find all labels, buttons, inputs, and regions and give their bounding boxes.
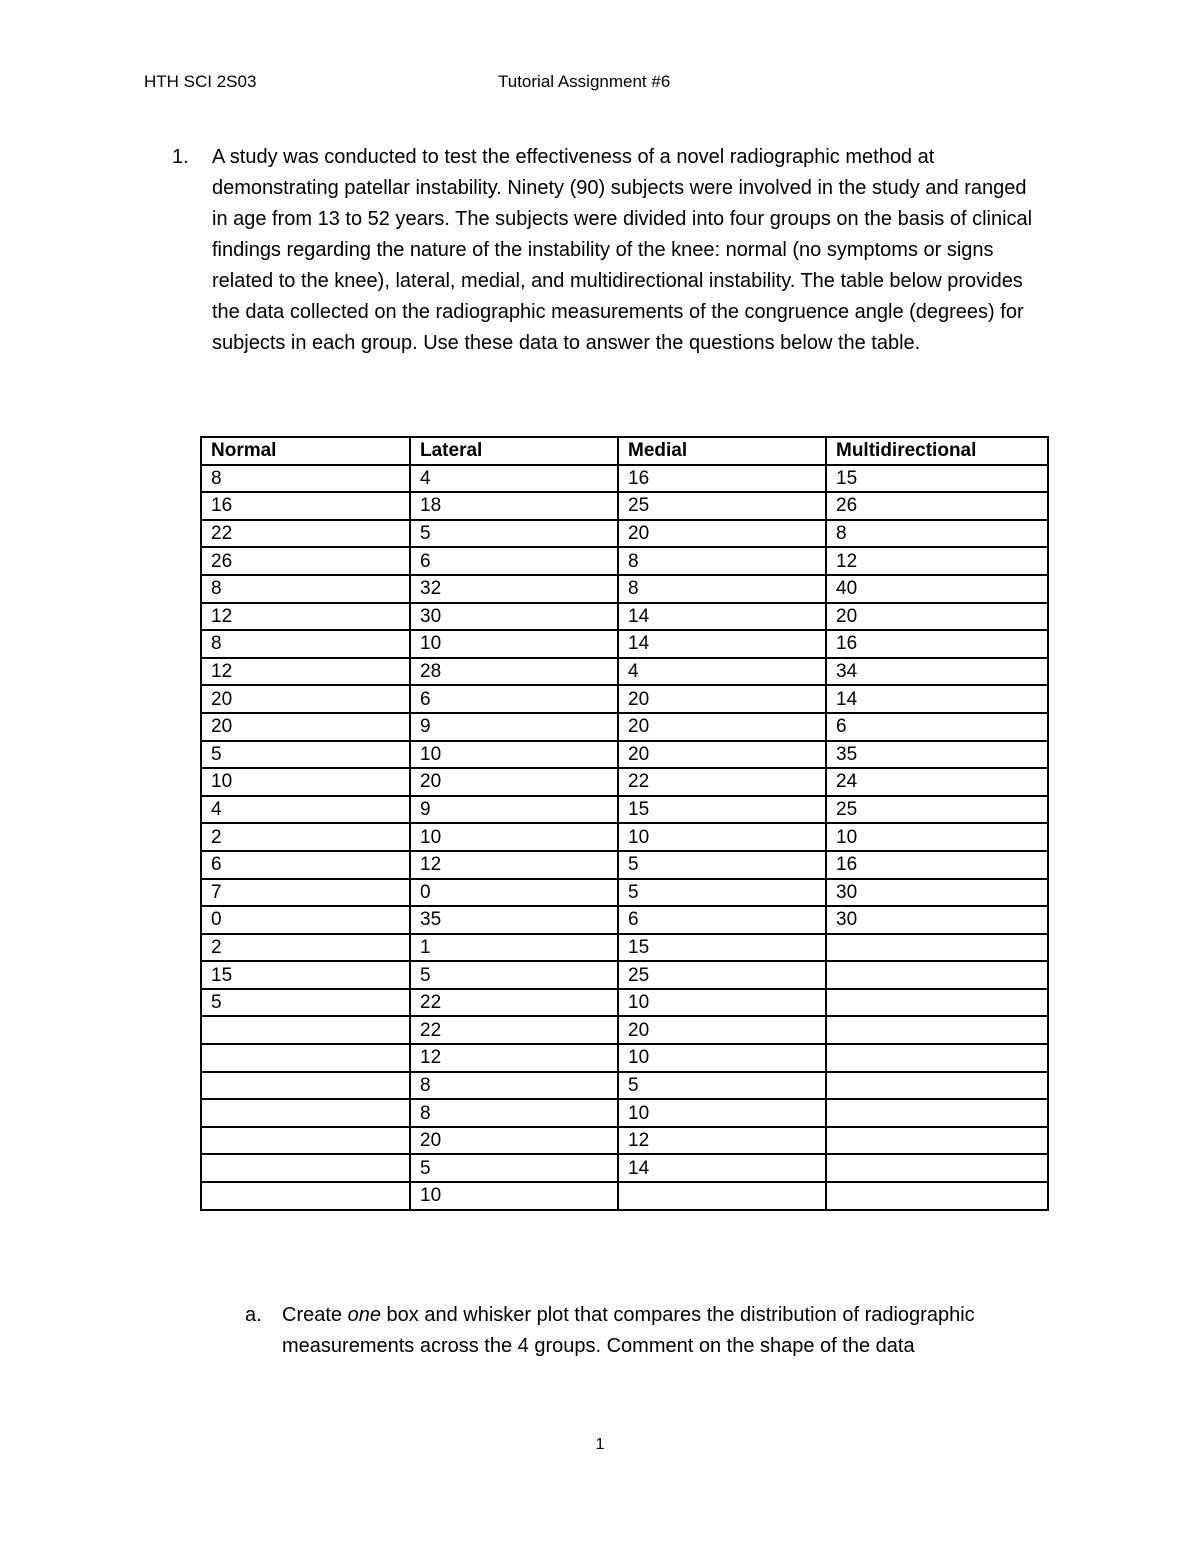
table-cell: 22 <box>410 989 618 1017</box>
table-cell: 32 <box>410 575 618 603</box>
table-cell: 8 <box>410 1072 618 1100</box>
table-cell: 10 <box>618 823 826 851</box>
table-cell <box>201 1127 410 1155</box>
table-cell: 16 <box>826 851 1048 879</box>
header-normal: Normal <box>201 437 410 465</box>
page-number: 1 <box>595 1436 605 1453</box>
table-cell: 5 <box>201 741 410 769</box>
table-cell <box>201 1182 410 1210</box>
table-cell: 20 <box>201 685 410 713</box>
table-cell: 5 <box>618 879 826 907</box>
table-cell: 16 <box>201 492 410 520</box>
table-cell: 20 <box>618 685 826 713</box>
table-cell: 14 <box>618 1154 826 1182</box>
subquestion-emphasis: one <box>347 1304 381 1326</box>
table-cell: 10 <box>826 823 1048 851</box>
table-row <box>201 961 1048 989</box>
table-cell <box>201 1044 410 1072</box>
table-cell: 24 <box>826 768 1048 796</box>
table-cell: 12 <box>618 1127 826 1155</box>
table-cell <box>826 1016 1048 1044</box>
table-cell: 12 <box>410 1044 618 1072</box>
table-cell: 0 <box>201 906 410 934</box>
table-cell: 20 <box>410 1127 618 1155</box>
table-cell: 5 <box>618 851 826 879</box>
table-row <box>201 796 1048 824</box>
table-cell: 8 <box>201 575 410 603</box>
table-row <box>201 906 1048 934</box>
table-row <box>201 934 1048 962</box>
table-cell: 12 <box>410 851 618 879</box>
table-row <box>201 851 1048 879</box>
table-cell: 15 <box>201 961 410 989</box>
table-row <box>201 879 1048 907</box>
table-cell: 5 <box>410 520 618 548</box>
table-cell: 8 <box>618 547 826 575</box>
course-code: HTH SCI 2S03 <box>144 72 257 91</box>
table-cell: 22 <box>618 768 826 796</box>
table-cell: 8 <box>410 1099 618 1127</box>
table-cell: 4 <box>618 658 826 686</box>
table-header-row <box>201 437 1048 465</box>
table-cell: 25 <box>826 796 1048 824</box>
table-cell: 10 <box>201 768 410 796</box>
table-cell: 34 <box>826 658 1048 686</box>
table-cell: 22 <box>201 520 410 548</box>
table-cell: 0 <box>410 879 618 907</box>
table-cell <box>201 1154 410 1182</box>
table-cell: 10 <box>618 1044 826 1072</box>
table-cell: 2 <box>201 823 410 851</box>
table-cell: 12 <box>201 603 410 631</box>
table-cell: 22 <box>410 1016 618 1044</box>
table-cell: 26 <box>826 492 1048 520</box>
table-cell: 5 <box>410 961 618 989</box>
table-row <box>201 1016 1048 1044</box>
table-row <box>201 603 1048 631</box>
table-cell <box>826 1154 1048 1182</box>
table-cell: 10 <box>410 630 618 658</box>
table-cell <box>201 1099 410 1127</box>
table-body <box>201 465 1048 1210</box>
table-cell: 35 <box>826 741 1048 769</box>
table-cell: 6 <box>201 851 410 879</box>
table-row <box>201 1072 1048 1100</box>
table-row <box>201 713 1048 741</box>
table-cell: 16 <box>826 630 1048 658</box>
table-cell: 14 <box>618 630 826 658</box>
table-cell: 15 <box>618 796 826 824</box>
table-row <box>201 492 1048 520</box>
table-cell: 25 <box>618 961 826 989</box>
table-row <box>201 989 1048 1017</box>
table-cell: 20 <box>618 741 826 769</box>
table-cell: 4 <box>201 796 410 824</box>
table-cell: 40 <box>826 575 1048 603</box>
table-cell <box>826 1072 1048 1100</box>
table-cell <box>826 934 1048 962</box>
table-cell: 35 <box>410 906 618 934</box>
header-multidirectional: Multidirectional <box>826 437 1048 465</box>
table-cell: 5 <box>410 1154 618 1182</box>
table-cell: 10 <box>618 989 826 1017</box>
table-cell: 30 <box>826 906 1048 934</box>
table-cell: 8 <box>201 465 410 493</box>
table-cell: 16 <box>618 465 826 493</box>
subquestion-text-end: box and whisker plot that compares the distribution of radiographic measurements across the 4 groups. Comment on the shape of the data <box>282 1304 975 1357</box>
subquestion-text-start: Create <box>282 1304 348 1326</box>
table-cell: 6 <box>410 685 618 713</box>
table-cell: 9 <box>410 713 618 741</box>
table-row <box>201 658 1048 686</box>
table-cell: 28 <box>410 658 618 686</box>
table-cell <box>618 1182 826 1210</box>
table-cell: 15 <box>618 934 826 962</box>
table-cell <box>826 989 1048 1017</box>
table-cell: 6 <box>410 547 618 575</box>
table-cell: 20 <box>201 713 410 741</box>
table-cell: 8 <box>201 630 410 658</box>
table-cell: 8 <box>826 520 1048 548</box>
table-row <box>201 823 1048 851</box>
table-cell: 14 <box>618 603 826 631</box>
table-cell: 12 <box>201 658 410 686</box>
table-row <box>201 1154 1048 1182</box>
table-cell: 10 <box>410 741 618 769</box>
table-cell: 7 <box>201 879 410 907</box>
table-cell: 14 <box>826 685 1048 713</box>
table-cell: 10 <box>410 823 618 851</box>
question-text: A study was conducted to test the effectiveness of a novel radiographic method at demonstrating patellar instability. Ninety (90) subjects were involved in the study and ranged in age from 13 to 52 years. The subjects were divided into four groups on the basis of clinical findings regarding the nature of the instability of the knee: normal (no symptoms or signs related to the knee), lateral, medial, and multidirectional instability. The table below provides the data collected on the radiographic measurements of the congruence angle (degrees) for subjects in each group. Use these data to answer the questions below the table. <box>212 146 1033 354</box>
subquestion-letter: a. <box>245 1304 262 1326</box>
table-cell: 10 <box>618 1099 826 1127</box>
table-cell: 12 <box>826 547 1048 575</box>
table-row <box>201 768 1048 796</box>
table-row <box>201 1044 1048 1072</box>
table-cell <box>826 1099 1048 1127</box>
table-cell: 25 <box>618 492 826 520</box>
table-cell: 8 <box>618 575 826 603</box>
table-cell: 1 <box>410 934 618 962</box>
table-cell: 20 <box>410 768 618 796</box>
header-lateral: Lateral <box>410 437 618 465</box>
table-cell: 4 <box>410 465 618 493</box>
table-row <box>201 1182 1048 1210</box>
table-row <box>201 1099 1048 1127</box>
table-cell: 15 <box>826 465 1048 493</box>
question-number: 1. <box>172 146 189 168</box>
subquestion-text <box>282 1300 1062 1362</box>
table-cell <box>826 1127 1048 1155</box>
table-cell: 26 <box>201 547 410 575</box>
table-row <box>201 547 1048 575</box>
table-row <box>201 685 1048 713</box>
table-cell: 30 <box>826 879 1048 907</box>
table-row <box>201 520 1048 548</box>
table-cell <box>826 961 1048 989</box>
table-cell: 20 <box>826 603 1048 631</box>
table-cell: 18 <box>410 492 618 520</box>
table-cell <box>826 1182 1048 1210</box>
table-cell: 10 <box>410 1182 618 1210</box>
table-cell: 30 <box>410 603 618 631</box>
header-medial: Medial <box>618 437 826 465</box>
table-cell: 2 <box>201 934 410 962</box>
table-row <box>201 741 1048 769</box>
table-cell: 20 <box>618 713 826 741</box>
table-cell: 6 <box>826 713 1048 741</box>
table-row <box>201 575 1048 603</box>
table-cell <box>201 1016 410 1044</box>
table-row <box>201 1127 1048 1155</box>
table-cell: 20 <box>618 520 826 548</box>
congruence-angle-table <box>200 436 1049 1211</box>
assignment-title: Tutorial Assignment #6 <box>498 72 671 91</box>
table-row <box>201 630 1048 658</box>
table-cell: 6 <box>618 906 826 934</box>
table-cell: 20 <box>618 1016 826 1044</box>
table-cell <box>201 1072 410 1100</box>
table-cell: 5 <box>201 989 410 1017</box>
table-row <box>201 465 1048 493</box>
table-cell <box>826 1044 1048 1072</box>
table-cell: 9 <box>410 796 618 824</box>
table-cell: 5 <box>618 1072 826 1100</box>
